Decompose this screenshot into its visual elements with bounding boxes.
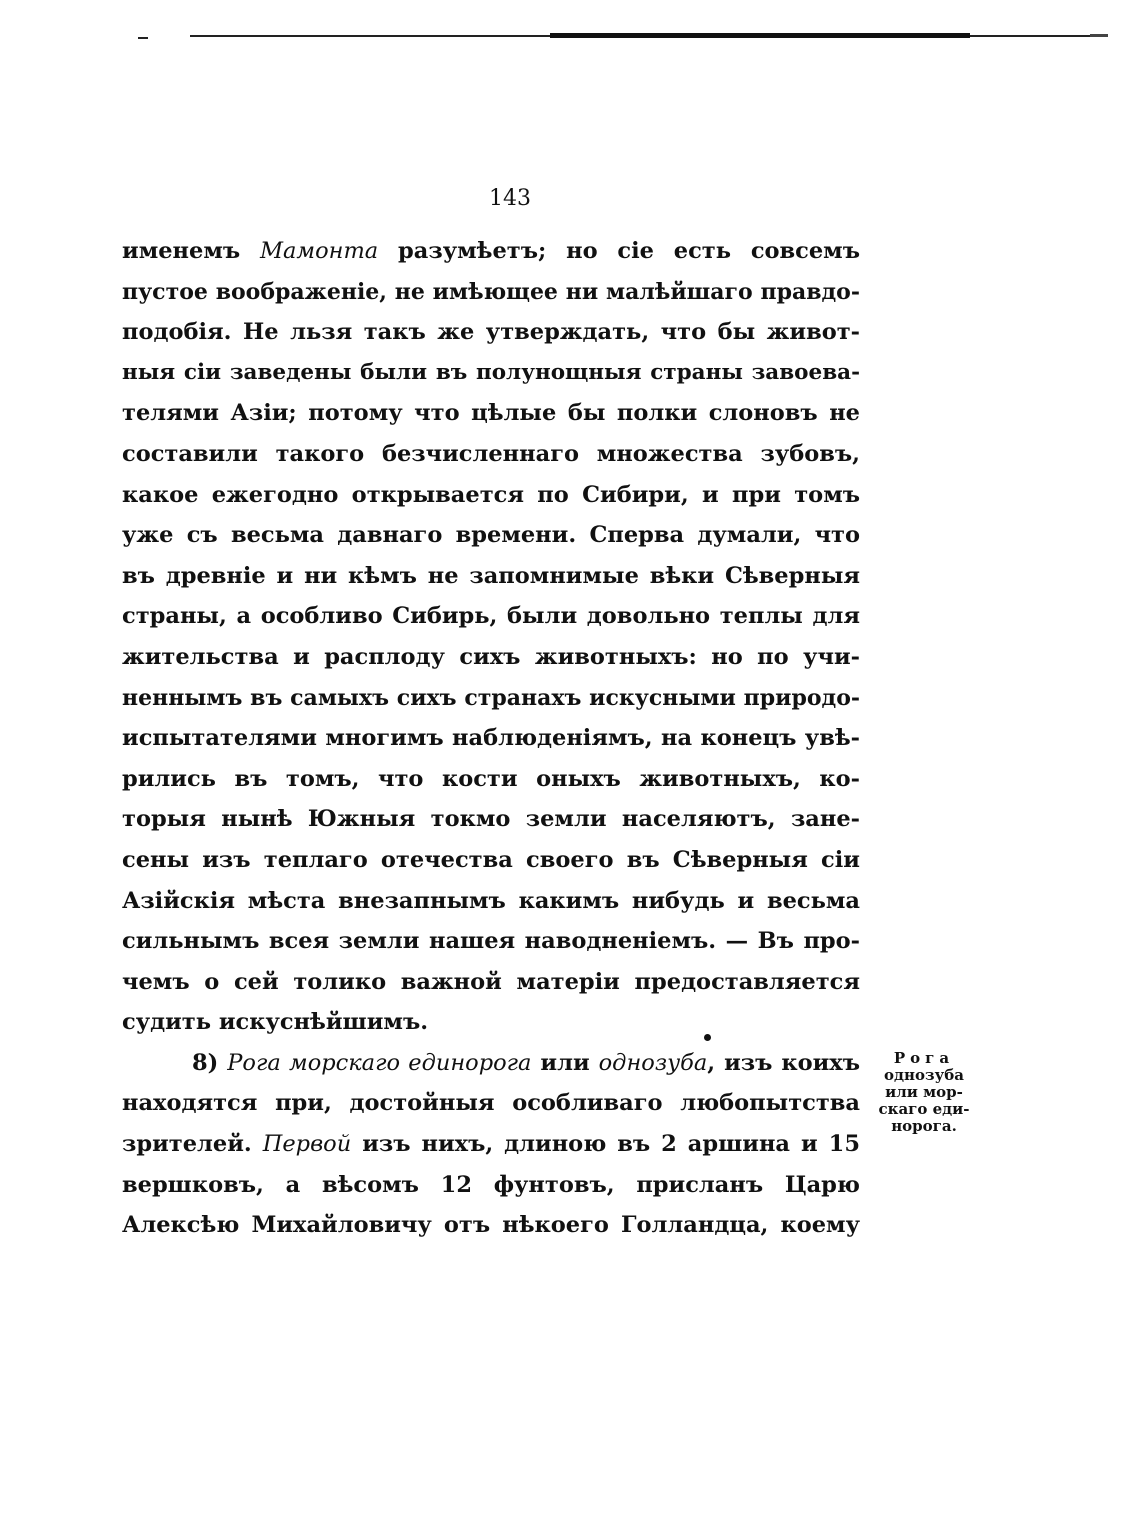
text-segment: изъ нихъ, длиною въ 2 аршина и 15: [351, 1131, 860, 1158]
italic-word: однозуба: [598, 1049, 708, 1076]
marginal-note-line: скаго еди-: [878, 1100, 970, 1118]
text-line: телями Азіи; потому что цѣлые бы полки слоновъ не: [122, 400, 860, 427]
item-number: 8): [192, 1049, 219, 1076]
text-line: неннымъ въ самыхъ сихъ странахъ искусными природо-: [122, 684, 860, 711]
text-line: жительства и расплоду сихъ животныхъ: но по учи-: [122, 643, 860, 670]
page-number: 143: [489, 186, 531, 211]
text-line: испытателями многимъ наблюденіямъ, на конецъ увѣ-: [122, 725, 860, 752]
text-line: составили такого безчисленнаго множества зубовъ,: [122, 440, 860, 467]
text-segment: , изъ коихъ: [707, 1049, 860, 1076]
text-line: ныя сіи заведены были въ полунощныя страны завоева-: [122, 359, 860, 385]
italic-word: Первой: [262, 1131, 352, 1158]
ink-dot: [704, 1034, 711, 1041]
text-segment: именемъ: [122, 238, 260, 264]
text-line: подобія. Не льзя такъ же утверждать, что бы живот-: [122, 319, 860, 346]
marginal-note-line: норога.: [891, 1117, 957, 1135]
text-segment: зрителей.: [122, 1131, 263, 1158]
text-line: торыя нынѣ Южныя токмо земли населяютъ, зане-: [122, 806, 860, 833]
text-segment: или: [531, 1049, 599, 1076]
marginal-note: [868, 1050, 980, 1135]
marginal-note-line: или мор-: [885, 1083, 963, 1101]
text-line: сены изъ теплаго отечества своего въ Сѣверныя сіи: [122, 846, 860, 873]
text-line: [122, 231, 860, 272]
main-text: [122, 231, 860, 1246]
marginal-note-line: Рога: [893, 1049, 955, 1067]
text-line: судить искуснѣйшимъ.: [122, 1009, 429, 1036]
text-segment: разумѣетъ; но сіе есть совсемъ: [378, 238, 860, 264]
text-line: какое ежегодно открывается по Сибири, и при томъ: [122, 481, 860, 508]
text-line: пустое воображеніе, не имѣющее ни малѣйшаго правдо-: [122, 278, 860, 305]
text-line: рились въ томъ, что кости оныхъ животныхъ, ко-: [122, 765, 860, 792]
text-line: находятся при, достойныя особливаго любопытства: [122, 1090, 860, 1117]
text-line: чемъ о сей толико важной матеріи предоставляется: [122, 968, 860, 995]
text-line: [122, 1124, 860, 1165]
marginal-note-line: однозуба: [884, 1066, 964, 1084]
text-line: сильнымъ всея земли нашея наводненіемъ. — Въ про-: [122, 928, 860, 955]
text-line: [122, 1043, 860, 1084]
text-line: Алексѣю Михайловичу отъ нѣкоего Голландца, коему: [122, 1212, 860, 1239]
text-line: уже съ весьма давнаго времени. Сперва думали, что: [122, 522, 860, 549]
italic-word: Рога морскаго единорога: [227, 1049, 532, 1076]
top-rule: [130, 32, 1110, 40]
text-line: Азійскія мѣста внезапнымъ какимъ нибудь и весьма: [122, 887, 860, 914]
text-line: въ древніе и ни кѣмъ не запомнимые вѣки Сѣверныя: [122, 562, 860, 589]
text-line: вершковъ, а вѣсомъ 12 фунтовъ, присланъ Царю: [122, 1171, 860, 1198]
text-line: страны, а особливо Сибирь, были довольно теплы для: [122, 603, 860, 630]
italic-word: Мамонта: [259, 238, 379, 264]
